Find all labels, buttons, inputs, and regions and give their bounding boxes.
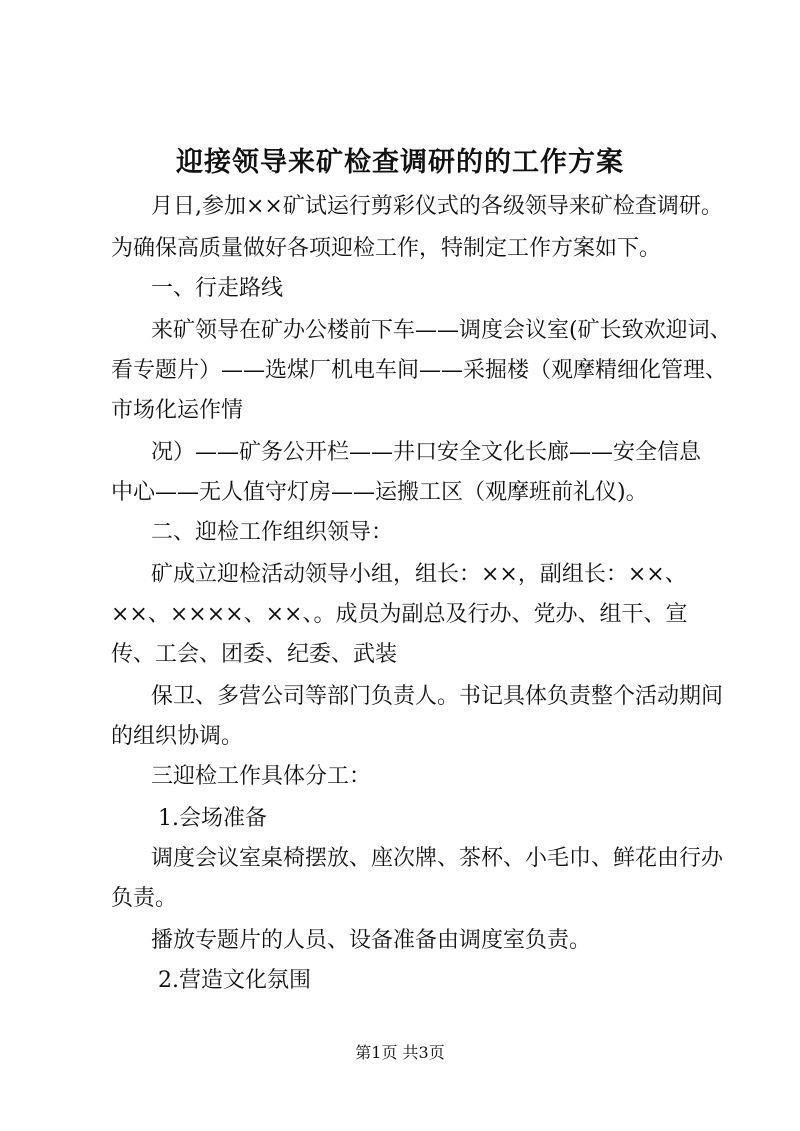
paragraph-line: 的组织协调。 — [111, 724, 244, 749]
subsection-heading: 1.会场准备 — [158, 806, 267, 831]
paragraph-line: 矿成立迎检活动领导小组，组长：××，副组长：××、 — [151, 562, 687, 587]
subsection-heading: 2.营造文化氛围 — [158, 968, 311, 993]
paragraph-line: ××、××××、××、。成员为副总及行办、党办、组干、宣 — [111, 602, 688, 627]
paragraph-line: 为确保高质量做好各项迎检工作，特制定工作方案如下。 — [111, 236, 662, 261]
document-title: 迎接领导来矿检查调研的的工作方案 — [176, 147, 624, 178]
section-heading: 三迎检工作具体分工： — [151, 764, 372, 789]
paragraph-line: 来矿领导在矿办公楼前下车——调度会议室(矿长致欢迎词、 — [151, 318, 732, 343]
section-heading: 一、行走路线 — [151, 276, 284, 301]
paragraph-line: 月日,参加××矿试运行剪彩仪式的各级领导来矿检查调研。 — [151, 194, 723, 219]
paragraph-line: 传、工会、团委、纪委、武装 — [111, 642, 398, 667]
paragraph-line: 调度会议室桌椅摆放、座次牌、茶杯、小毛巾、鲜花由行办 — [151, 846, 724, 871]
paragraph-line: 负责。 — [111, 886, 178, 911]
paragraph-line: 看专题片）——选煤厂机电车间——采掘楼（观摩精细化管理、 — [111, 358, 728, 383]
paragraph-line: 况）——矿务公开栏——井口安全文化长廊——安全信息 — [151, 440, 702, 465]
section-heading: 二、迎检工作组织领导： — [151, 520, 394, 545]
paragraph-line: 中心——无人值守灯房——运搬工区（观摩班前礼仪)。 — [111, 480, 648, 505]
paragraph-line: 保卫、多营公司等部门负责人。书记具体负责整个活动期间 — [151, 684, 724, 709]
paragraph-line: 市场化运作情 — [111, 398, 244, 423]
paragraph-line: 播放专题片的人员、设备准备由调度室负责。 — [151, 928, 592, 953]
page-number-footer: 第1页 共3页 — [355, 1043, 445, 1062]
